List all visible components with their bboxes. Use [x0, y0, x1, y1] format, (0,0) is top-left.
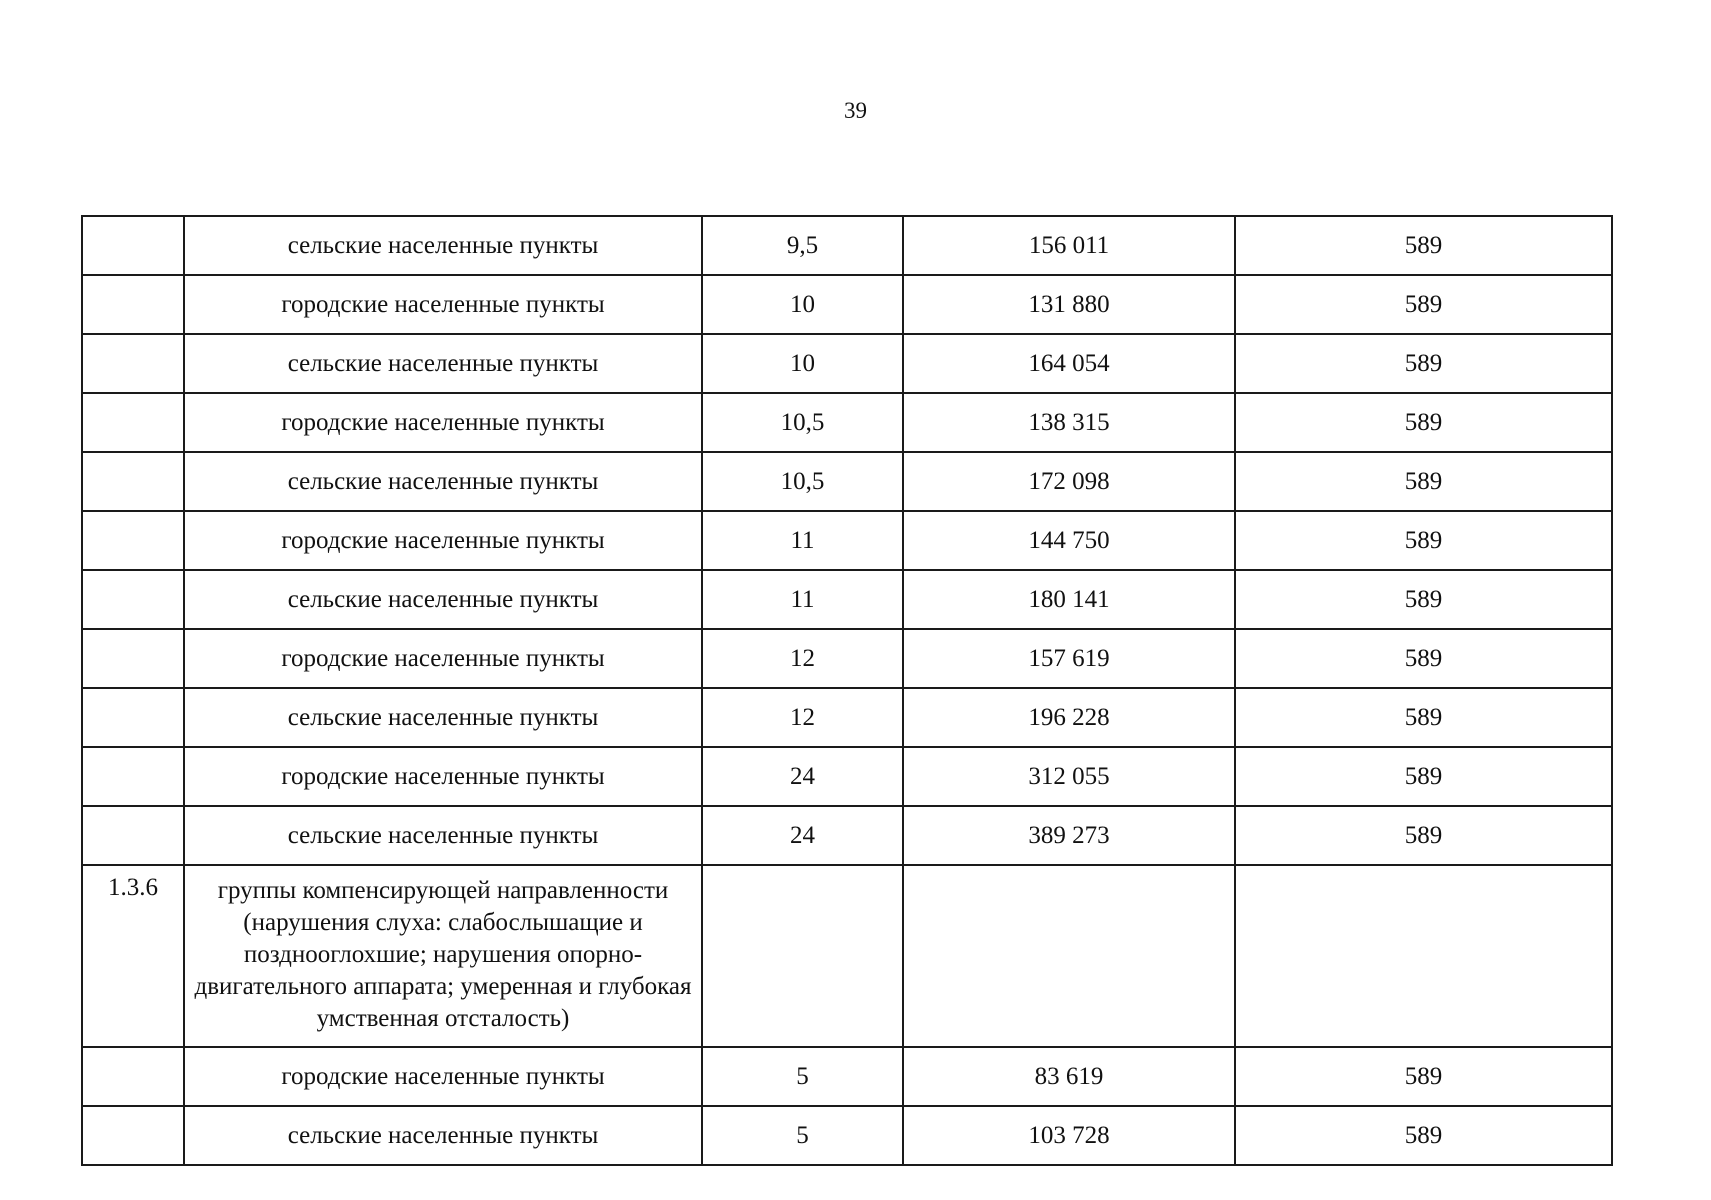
- row-hours: 10,5: [702, 393, 903, 452]
- table-row: [82, 393, 1612, 452]
- row-code: 589: [1235, 747, 1612, 806]
- row-code: 589: [1235, 216, 1612, 275]
- section-number: 1.3.6: [82, 865, 184, 1047]
- table-row: [82, 629, 1612, 688]
- row-description: сельские населенные пункты: [184, 1106, 702, 1165]
- row-hours: 5: [702, 1047, 903, 1106]
- row-hours: 9,5: [702, 216, 903, 275]
- row-number: [82, 334, 184, 393]
- row-hours: 24: [702, 747, 903, 806]
- row-description: городские населенные пункты: [184, 1047, 702, 1106]
- section-code: [1235, 865, 1612, 1047]
- section-hours: [702, 865, 903, 1047]
- row-code: 589: [1235, 452, 1612, 511]
- row-hours: 11: [702, 570, 903, 629]
- row-number: [82, 570, 184, 629]
- row-cost: 131 880: [903, 275, 1235, 334]
- row-hours: 12: [702, 688, 903, 747]
- table-row: [82, 452, 1612, 511]
- page-number: 39: [844, 98, 867, 123]
- row-number: [82, 216, 184, 275]
- row-cost: 172 098: [903, 452, 1235, 511]
- row-code: 589: [1235, 1047, 1612, 1106]
- row-hours: 11: [702, 511, 903, 570]
- row-cost: 144 750: [903, 511, 1235, 570]
- row-cost: 138 315: [903, 393, 1235, 452]
- row-number: [82, 511, 184, 570]
- row-description: сельские населенные пункты: [184, 452, 702, 511]
- table-row: [82, 806, 1612, 865]
- row-cost: 164 054: [903, 334, 1235, 393]
- row-number: [82, 747, 184, 806]
- row-description: городские населенные пункты: [184, 275, 702, 334]
- row-description: сельские населенные пункты: [184, 334, 702, 393]
- row-cost: 180 141: [903, 570, 1235, 629]
- row-cost: 312 055: [903, 747, 1235, 806]
- row-cost: 389 273: [903, 806, 1235, 865]
- table-row: [82, 511, 1612, 570]
- row-cost: 157 619: [903, 629, 1235, 688]
- table-row: [82, 334, 1612, 393]
- row-number: [82, 275, 184, 334]
- table-row: [82, 216, 1612, 275]
- row-code: 589: [1235, 334, 1612, 393]
- row-cost: 103 728: [903, 1106, 1235, 1165]
- table-row: [82, 1106, 1612, 1165]
- row-number: [82, 1106, 184, 1165]
- row-number: [82, 1047, 184, 1106]
- row-number: [82, 393, 184, 452]
- row-number: [82, 688, 184, 747]
- table-row: [82, 688, 1612, 747]
- row-hours: 10: [702, 334, 903, 393]
- row-description: городские населенные пункты: [184, 511, 702, 570]
- row-hours: 12: [702, 629, 903, 688]
- table-row: [82, 570, 1612, 629]
- row-code: 589: [1235, 511, 1612, 570]
- row-hours: 10: [702, 275, 903, 334]
- section-cost: [903, 865, 1235, 1047]
- row-code: 589: [1235, 570, 1612, 629]
- row-code: 589: [1235, 629, 1612, 688]
- data-table: [81, 215, 1613, 1166]
- row-number: [82, 629, 184, 688]
- row-description: сельские населенные пункты: [184, 216, 702, 275]
- row-description: городские населенные пункты: [184, 393, 702, 452]
- row-cost: 156 011: [903, 216, 1235, 275]
- row-code: 589: [1235, 275, 1612, 334]
- section-description: группы компенсирующей направленности (нарушения слуха: слабослышащие и позднооглохшие; нарушения опорно-двигательного аппарата; умеренная и глубокая умственная отсталость): [184, 865, 702, 1047]
- table-row: [82, 1047, 1612, 1106]
- row-code: 589: [1235, 393, 1612, 452]
- row-code: 589: [1235, 1106, 1612, 1165]
- row-hours: 24: [702, 806, 903, 865]
- row-description: сельские населенные пункты: [184, 806, 702, 865]
- row-cost: 83 619: [903, 1047, 1235, 1106]
- row-number: [82, 452, 184, 511]
- row-hours: 10,5: [702, 452, 903, 511]
- row-number: [82, 806, 184, 865]
- table-row: [82, 747, 1612, 806]
- row-cost: 196 228: [903, 688, 1235, 747]
- table-row: [82, 275, 1612, 334]
- row-description: городские населенные пункты: [184, 629, 702, 688]
- row-description: сельские населенные пункты: [184, 688, 702, 747]
- row-code: 589: [1235, 688, 1612, 747]
- row-description: городские населенные пункты: [184, 747, 702, 806]
- row-hours: 5: [702, 1106, 903, 1165]
- row-description: сельские населенные пункты: [184, 570, 702, 629]
- row-code: 589: [1235, 806, 1612, 865]
- section-header-row: [82, 865, 1612, 1047]
